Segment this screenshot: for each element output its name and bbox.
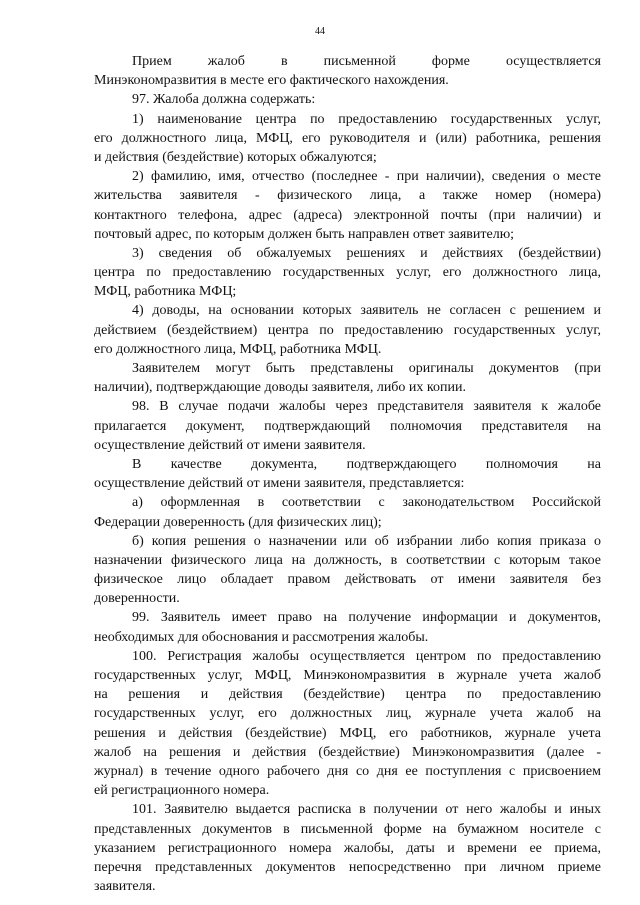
text-line: МФЦ, работника МФЦ; bbox=[94, 284, 237, 300]
text-line: 1) наименование центра по предоставлению государственных услуг, bbox=[132, 111, 601, 127]
page-number: 44 bbox=[315, 26, 325, 37]
text-line: 98. В случае подачи жалобы через представителя заявителя к жалобе bbox=[132, 399, 601, 415]
text-line: перечня представленных документов непосредственно при личном приеме bbox=[94, 859, 601, 875]
text-line: 100. Регистрация жалобы осуществляется центром по предоставлению bbox=[132, 648, 601, 664]
text-line: В качестве документа, подтверждающего полномочия на bbox=[132, 456, 601, 472]
text-line: 97. Жалоба должна содержать: bbox=[132, 92, 316, 108]
text-line: почтовый адрес, по которым должен быть направлен ответ заявителю; bbox=[94, 226, 515, 242]
text-line: Минэкономразвития в месте его фактического нахождения. bbox=[94, 73, 449, 89]
text-line: действием (бездействием) центра по предоставлению государственных услуг, bbox=[94, 322, 601, 338]
text-line: осуществление действий от имени заявителя. bbox=[94, 437, 366, 453]
text-line: государственных услуг, его должностных лиц, журнале учета жалоб на bbox=[94, 706, 601, 722]
text-line: на решения и действия (бездействие) центра по предоставлению bbox=[94, 687, 601, 703]
text-line: наличии), подтверждающие доводы заявителя, либо их копии. bbox=[94, 380, 466, 396]
document-body bbox=[94, 52, 601, 896]
text-line: ей регистрационного номера. bbox=[94, 783, 270, 799]
text-line: Федерации доверенность (для физических лиц); bbox=[94, 514, 382, 530]
text-line: государственных услуг, МФЦ, Минэкономразвития в журнале учета жалоб bbox=[94, 668, 601, 683]
text-line: 4) доводы, на основании которых заявитель не согласен с решением и bbox=[132, 303, 601, 319]
text-line: необходимых для обоснования и рассмотрения жалобы. bbox=[94, 629, 429, 645]
text-line: назначении физического лица на должность, в соответствии с которым такое bbox=[94, 552, 601, 568]
text-line: заявителя. bbox=[94, 879, 156, 895]
text-line: жалоб на решения и действия (бездействие) Минэкономразвития (далее - bbox=[94, 744, 601, 760]
text-line: контактного телефона, адрес (адреса) электронной почты (при наличии) и bbox=[94, 207, 601, 223]
text-line: б) копия решения о назначении или об избрании либо копия приказа о bbox=[132, 533, 601, 549]
text-line: и действия (бездействие) которых обжалуются; bbox=[94, 149, 377, 165]
text-line: 3) сведения об обжалуемых решениях и действиях (бездействии) bbox=[132, 245, 601, 261]
text-line: решения и действия (бездействие) МФЦ, его работников, журнале учета bbox=[94, 725, 601, 741]
text-line: 101. Заявителю выдается расписка в получении от него жалобы и иных bbox=[132, 802, 601, 818]
text-line: а) оформленная в соответствии с законодательством Российской bbox=[132, 495, 601, 511]
text-line: представленных документов в письменной форме на бумажном носителе с bbox=[94, 821, 601, 837]
text-line: центра по предоставлению государственных услуг, его должностного лица, bbox=[94, 265, 601, 281]
text-line: Заявителем могут быть представлены оригиналы документов (при bbox=[132, 361, 601, 376]
text-line: прилагается документ, подтверждающий полномочия представителя на bbox=[94, 418, 601, 434]
text-line: 2) фамилию, имя, отчество (последнее - при наличии), сведения о месте bbox=[132, 169, 601, 185]
text-line: его должностного лица, МФЦ, его руководителя и (или) работника, решения bbox=[94, 130, 601, 146]
text-line: жительства заявителя - физического лица, а также номер (номера) bbox=[94, 188, 601, 204]
text-line: доверенности. bbox=[94, 591, 180, 607]
text-line: 99. Заявитель имеет право на получение информации и документов, bbox=[132, 610, 601, 626]
text-line: осуществление действий от имени заявителя, представляется: bbox=[94, 476, 465, 492]
text-line: его должностного лица, МФЦ, работника МФЦ. bbox=[94, 341, 382, 357]
text-line: Прием жалоб в письменной форме осуществляется bbox=[132, 54, 601, 69]
text-line: указанием регистрационного номера жалобы, даты и времени ее приема, bbox=[94, 840, 601, 856]
text-line: журнал) в течение одного рабочего дня со дня ее поступления с присвоением bbox=[94, 763, 601, 779]
text-line: физическое лицо обладает правом действовать от имени заявителя без bbox=[94, 572, 601, 588]
